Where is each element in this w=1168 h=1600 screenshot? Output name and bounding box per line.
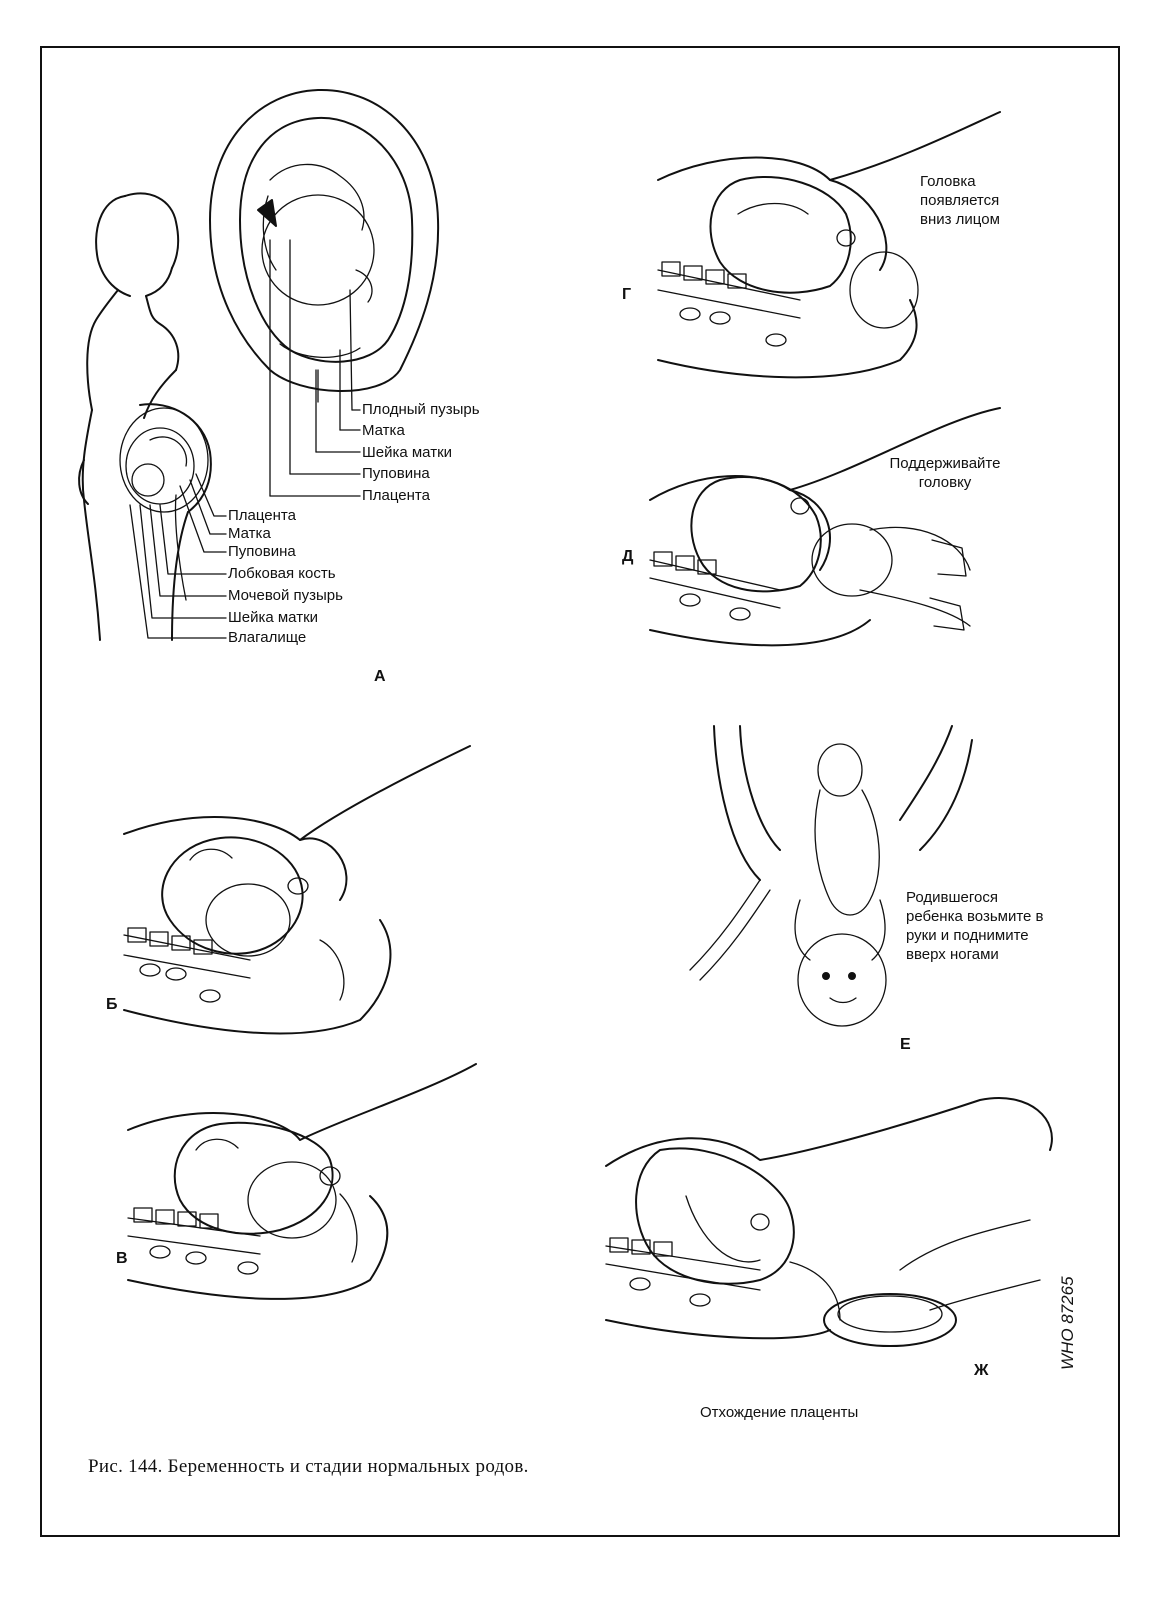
- who-figure-code: WHO 87265: [1058, 1276, 1077, 1370]
- stage-g-drawing: [658, 112, 1000, 377]
- panel-letter-e: Е: [900, 1036, 911, 1053]
- stage-zh-drawing: [606, 1098, 1052, 1346]
- label-placenta: Плацента: [228, 507, 296, 524]
- panel-letter-b: Б: [106, 996, 118, 1013]
- uterus-leader-lines: [270, 410, 360, 496]
- label-bladder: Мочевой пузырь: [228, 587, 343, 604]
- label-cervix: Шейка матки: [362, 444, 453, 461]
- panel-letter-zh: Ж: [974, 1362, 989, 1379]
- label-placenta: Плацента: [362, 487, 430, 504]
- note-lift-baby: Родившегося ребенка возьмите в руки и поднимите вверх ногами: [906, 889, 1044, 963]
- note-support-head: Поддерживайте головку: [889, 455, 1001, 491]
- stage-b-drawing: [124, 746, 470, 1034]
- label-umbilical-cord: Пуповина: [362, 465, 430, 482]
- stage-v-drawing: [128, 1064, 476, 1299]
- stage-e-drawing: [690, 726, 972, 1026]
- label-vagina: Влагалище: [228, 629, 307, 646]
- pregnant-woman-drawing: [79, 194, 211, 640]
- label-amniotic-sac: Плодный пузырь: [362, 401, 480, 418]
- figure-caption: Рис. 144. Беременность и стадии нормальных родов.: [88, 1456, 529, 1477]
- note-placenta-delivery: Отхождение плаценты: [700, 1404, 859, 1421]
- label-uterus: Матка: [228, 525, 271, 542]
- label-cervix: Шейка матки: [228, 609, 319, 626]
- panel-letter-v: В: [116, 1250, 128, 1267]
- panel-letter-d: Д: [622, 548, 634, 565]
- panel-letter-g: Г: [622, 286, 632, 303]
- label-uterus: Матка: [362, 422, 405, 439]
- panel-letter-a: А: [374, 668, 386, 685]
- stage-d-drawing: [650, 408, 1000, 645]
- note-head-face-down: Головка появляется вниз лицом: [920, 173, 1000, 228]
- label-pubic-bone: Лобковая кость: [228, 565, 336, 582]
- label-umbilical-cord: Пуповина: [228, 543, 296, 560]
